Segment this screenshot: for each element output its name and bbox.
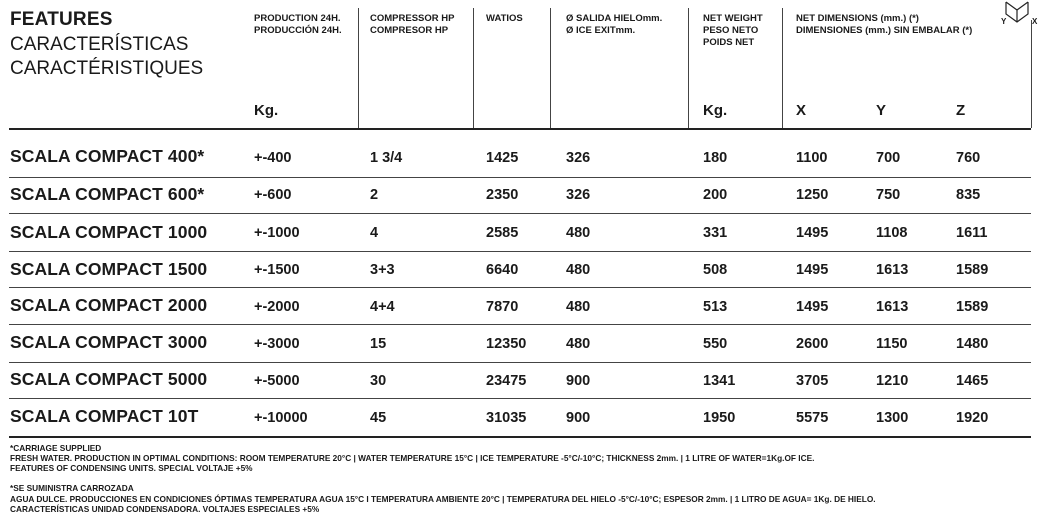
hp-value: 15 bbox=[370, 336, 387, 352]
model-name: SCALA COMPACT 10T bbox=[10, 406, 199, 426]
watts-value: 23475 bbox=[486, 373, 527, 389]
title-caracteristicas: CARACTERÍSTICAS bbox=[10, 34, 189, 55]
model-name: SCALA COMPACT 3000 bbox=[10, 332, 208, 352]
dim-x-value: 5575 bbox=[796, 410, 829, 426]
footnote-condensing: FEATURES OF CONDENSING UNITS. SPECIAL VOLTAJE +5% bbox=[10, 463, 253, 473]
ice-exit-value: 326 bbox=[566, 187, 591, 203]
footnote-condensadora: CARACTERÍSTICAS UNIDAD CONDENSADORA. VOLTAJES ESPECIALES +5% bbox=[10, 504, 320, 514]
dim-z-value: 1920 bbox=[956, 410, 989, 426]
ice-exit-value: 900 bbox=[566, 373, 591, 389]
ice-exit-value: 480 bbox=[566, 225, 591, 241]
dim-y-value: 1300 bbox=[876, 410, 909, 426]
dim-x-value: 1250 bbox=[796, 187, 829, 203]
header-watts: WATIOS bbox=[486, 13, 523, 24]
ice-exit-value: 480 bbox=[566, 299, 591, 315]
watts-value: 12350 bbox=[486, 336, 527, 352]
dim-z-value: 760 bbox=[956, 150, 981, 166]
header-weight-unit: Kg. bbox=[703, 102, 728, 119]
title-caracteristiques: CARACTÉRISTIQUES bbox=[10, 58, 204, 79]
header-weight: NET WEIGHT PESO NETO POIDS NET bbox=[703, 13, 763, 48]
row-rule bbox=[9, 251, 1031, 252]
header-production: PRODUCTION 24H. PRODUCCIÓN 24H. bbox=[254, 13, 342, 36]
weight-value: 180 bbox=[703, 150, 728, 166]
header-divider bbox=[550, 8, 551, 128]
weight-value: 508 bbox=[703, 262, 728, 278]
weight-value: 550 bbox=[703, 336, 728, 352]
weight-value: 200 bbox=[703, 187, 728, 203]
row-rule bbox=[9, 324, 1031, 325]
header-divider bbox=[688, 8, 689, 128]
watts-value: 31035 bbox=[486, 410, 527, 426]
dim-z-value: 1589 bbox=[956, 262, 989, 278]
header-divider bbox=[358, 8, 359, 128]
dimension-cube-icon bbox=[1000, 0, 1046, 31]
title-features: FEATURES bbox=[10, 9, 113, 30]
header-dim-y: Y bbox=[876, 102, 887, 119]
dim-y-value: 1150 bbox=[876, 336, 908, 352]
dim-x-value: 1495 bbox=[796, 299, 829, 315]
production-value: +-1500 bbox=[254, 262, 300, 278]
row-rule bbox=[9, 213, 1031, 214]
header-divider bbox=[1031, 20, 1032, 128]
dim-x-value: 1495 bbox=[796, 262, 829, 278]
weight-value: 1950 bbox=[703, 410, 736, 426]
model-name: SCALA COMPACT 5000 bbox=[10, 369, 208, 389]
dim-y-value: 1108 bbox=[876, 225, 908, 241]
hp-value: 4 bbox=[370, 225, 379, 241]
dim-y-value: 1613 bbox=[876, 262, 909, 278]
weight-value: 331 bbox=[703, 225, 728, 241]
production-value: +-10000 bbox=[254, 410, 308, 426]
dim-z-value: 1589 bbox=[956, 299, 989, 315]
cube-label-x: X bbox=[1032, 17, 1038, 26]
dim-y-value: 1613 bbox=[876, 299, 909, 315]
production-value: +-400 bbox=[254, 150, 292, 166]
hp-value: 3+3 bbox=[370, 262, 395, 278]
header-production-unit: Kg. bbox=[254, 102, 279, 119]
dim-x-value: 1100 bbox=[796, 150, 828, 166]
dim-x-value: 3705 bbox=[796, 373, 829, 389]
model-name: SCALA COMPACT 1000 bbox=[10, 222, 208, 242]
header-dim-x: X bbox=[796, 102, 807, 119]
dim-z-value: 1480 bbox=[956, 336, 989, 352]
ice-exit-value: 480 bbox=[566, 336, 591, 352]
dim-y-value: 1210 bbox=[876, 373, 909, 389]
footnote-carriage: *CARRIAGE SUPPLIED bbox=[10, 443, 102, 453]
weight-value: 513 bbox=[703, 299, 728, 315]
hp-value: 45 bbox=[370, 410, 387, 426]
dim-z-value: 835 bbox=[956, 187, 981, 203]
weight-value: 1341 bbox=[703, 373, 736, 389]
cube-label-y: Y bbox=[1001, 17, 1007, 26]
production-value: +-1000 bbox=[254, 225, 300, 241]
dim-y-value: 750 bbox=[876, 187, 901, 203]
header-bottom-rule bbox=[9, 128, 1031, 130]
row-rule bbox=[9, 287, 1031, 288]
watts-value: 1425 bbox=[486, 150, 519, 166]
watts-value: 7870 bbox=[486, 299, 519, 315]
ice-exit-value: 326 bbox=[566, 150, 591, 166]
hp-value: 1 3/4 bbox=[370, 150, 403, 166]
dim-x-value: 2600 bbox=[796, 336, 829, 352]
row-rule bbox=[9, 362, 1031, 363]
model-name: SCALA COMPACT 400* bbox=[10, 146, 205, 166]
ice-exit-value: 900 bbox=[566, 410, 591, 426]
production-value: +-600 bbox=[254, 187, 292, 203]
header-dimensions: NET DIMENSIONS (mm.) (*) DIMENSIONES (mm.) SIN EMBALAR (*) bbox=[796, 13, 973, 36]
table-bottom-rule bbox=[9, 436, 1031, 438]
header-compressor: COMPRESSOR HP COMPRESOR HP bbox=[370, 13, 455, 36]
hp-value: 30 bbox=[370, 373, 387, 389]
dim-x-value: 1495 bbox=[796, 225, 829, 241]
production-value: +-3000 bbox=[254, 336, 300, 352]
dim-z-value: 1611 bbox=[956, 225, 988, 241]
model-name: SCALA COMPACT 2000 bbox=[10, 295, 208, 315]
row-rule bbox=[9, 177, 1031, 178]
production-value: +-2000 bbox=[254, 299, 300, 315]
header-ice-exit: Ø SALIDA HIELOmm. Ø ICE EXITmm. bbox=[566, 13, 663, 36]
watts-value: 6640 bbox=[486, 262, 519, 278]
hp-value: 4+4 bbox=[370, 299, 395, 315]
header-divider bbox=[473, 8, 474, 128]
footnote-agua-dulce: AGUA DULCE. PRODUCCIONES EN CONDICIONES ÓPTIMAS TEMPERATURA AGUA 15°C I TEMPERATURA AMBIENTE 20°C | TEMPERATURA DEL HIELO -5°C/-10°C; ESPESOR 2mm. | 1 LITRO DE AGUA= 1Kg. DE HIELO. bbox=[10, 494, 876, 504]
watts-value: 2585 bbox=[486, 225, 519, 241]
dim-y-value: 700 bbox=[876, 150, 901, 166]
footnote-carrozada: *SE SUMINISTRA CARROZADA bbox=[10, 483, 134, 493]
model-name: SCALA COMPACT 600* bbox=[10, 184, 205, 204]
header-divider bbox=[782, 8, 783, 128]
model-name: SCALA COMPACT 1500 bbox=[10, 259, 208, 279]
ice-exit-value: 480 bbox=[566, 262, 591, 278]
footnote-fresh-water: FRESH WATER. PRODUCTION IN OPTIMAL CONDITIONS: ROOM TEMPERATURE 20°C | WATER TEMPERATURE 15°C | ICE TEMPERATURE -5°C/-10°C; THICKNESS 2mm. | 1 LITRE OF WATER=1Kg.OF ICE. bbox=[10, 453, 815, 463]
watts-value: 2350 bbox=[486, 187, 519, 203]
production-value: +-5000 bbox=[254, 373, 300, 389]
hp-value: 2 bbox=[370, 187, 379, 203]
dim-z-value: 1465 bbox=[956, 373, 989, 389]
header-dim-z: Z bbox=[956, 102, 966, 119]
row-rule bbox=[9, 398, 1031, 399]
